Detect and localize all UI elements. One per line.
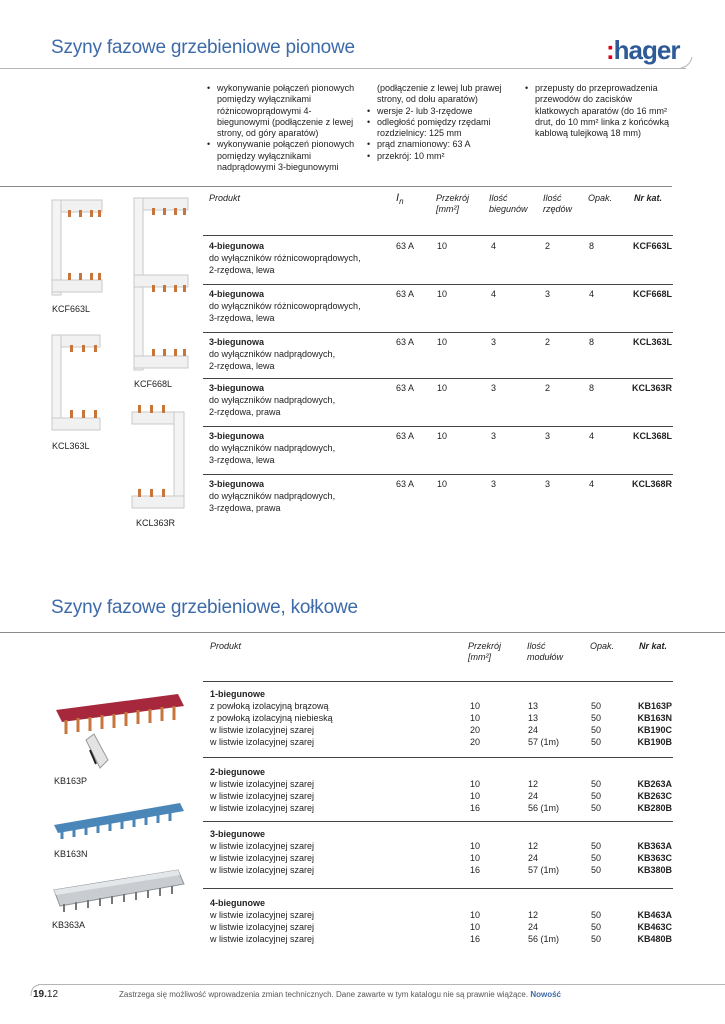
t1-header-rows: Ilość rzędów: [543, 193, 573, 214]
kcl363r-busbar-image: [130, 402, 190, 514]
t2-rule: [203, 821, 673, 822]
caption-kb163n: KB163N: [54, 849, 88, 859]
page-number: 19.12: [33, 989, 59, 1000]
table1-top-rule: [0, 186, 672, 187]
t2-rule: [203, 888, 673, 889]
feature-item: • przepusty do przeprowadzenia przewodów do zacisków klatkowych aparatów (do 16 mm² drut, do 10 mm² linka z końcówką kablową tulejkową 18 mm): [525, 83, 670, 139]
kcf663l-busbar-image: [50, 195, 105, 300]
t1-rule: [203, 378, 673, 379]
footer-note: Zastrzega się możliwość wprowadzenia zmian technicznych. Dane zawarte w tym katalogu nie są prawnie wiążące. Nowość: [119, 990, 561, 999]
t2-header-section: Przekrój [mm²]: [468, 641, 502, 662]
page-title: Szyny fazowe grzebieniowe pionowe: [51, 37, 355, 58]
feature-item: • odległość pomiędzy rzędami rozdzielnicy: 125 mm: [367, 117, 517, 140]
kb163n-busbar-image: [50, 795, 188, 840]
kb363a-busbar-image: [50, 866, 188, 916]
feature-item: • przekrój: 10 mm²: [367, 151, 517, 162]
feature-continuation: (podłączenie z lewej lub prawej strony, od dołu aparatów): [377, 83, 502, 105]
t2-header-modules: Ilość modułów: [527, 641, 564, 662]
kcl363l-busbar-image: [50, 330, 102, 435]
header-rule: [0, 68, 686, 69]
header-rule-curve: [680, 56, 694, 70]
t1-header-product: Produkt: [209, 193, 241, 203]
features-col3: [525, 83, 670, 139]
feature-item: • wykonywanie połączeń pionowych pomiędzy wyłącznikami nadprądowymi 3-biegunowymi: [207, 139, 357, 173]
t1-rule: [203, 284, 673, 285]
t1-header-poles: Ilość biegunów: [489, 193, 528, 214]
caption-kcl363l: KCL363L: [52, 441, 90, 451]
t2-header-pack: Opak.: [590, 641, 615, 651]
t1-header-pack: Opak.: [588, 193, 613, 203]
kb163p-busbar-image: [50, 690, 188, 775]
footer-rule: [38, 984, 725, 985]
t1-rule: [203, 332, 673, 333]
new-label: Nowość: [530, 990, 561, 999]
hager-logo: :hager: [606, 35, 680, 65]
caption-kcl363r: KCL363R: [136, 518, 176, 528]
t1-header-in: $I_n$: [396, 192, 404, 207]
t1-rule: [203, 426, 673, 427]
t2-header-product: Produkt: [210, 641, 242, 651]
features-col1: [207, 83, 357, 173]
feature-item: • wersje 2- lub 3-rzędowe: [367, 106, 517, 117]
t1-rule: [203, 474, 673, 475]
caption-kb363a: KB363A: [52, 920, 86, 930]
feature-item: • prąd znamionowy: 63 A: [367, 139, 517, 150]
t1-header-cat: Nr kat.: [634, 193, 663, 203]
t1-header-section: Przekrój [mm²]: [436, 193, 470, 214]
kcf668l-busbar-image: [132, 193, 190, 375]
feature-item: • wykonywanie połączeń pionowych pomiędzy wyłącznikami różnicowoprądowymi 4-biegunowymi (podłączenie z lewej strony, od góry aparatów): [207, 83, 357, 139]
caption-kcf668l: KCF668L: [134, 379, 173, 389]
t2-rule: [203, 681, 673, 682]
features-col2: [367, 83, 517, 162]
section2-title: Szyny fazowe grzebieniowe, kołkowe: [51, 597, 358, 618]
section2-rule: [0, 632, 725, 633]
t2-rule: [203, 757, 673, 758]
caption-kcf663l: KCF663L: [52, 304, 91, 314]
caption-kb163p: KB163P: [54, 776, 88, 786]
t2-header-cat: Nr kat.: [639, 641, 668, 651]
t1-rule: [203, 235, 673, 236]
